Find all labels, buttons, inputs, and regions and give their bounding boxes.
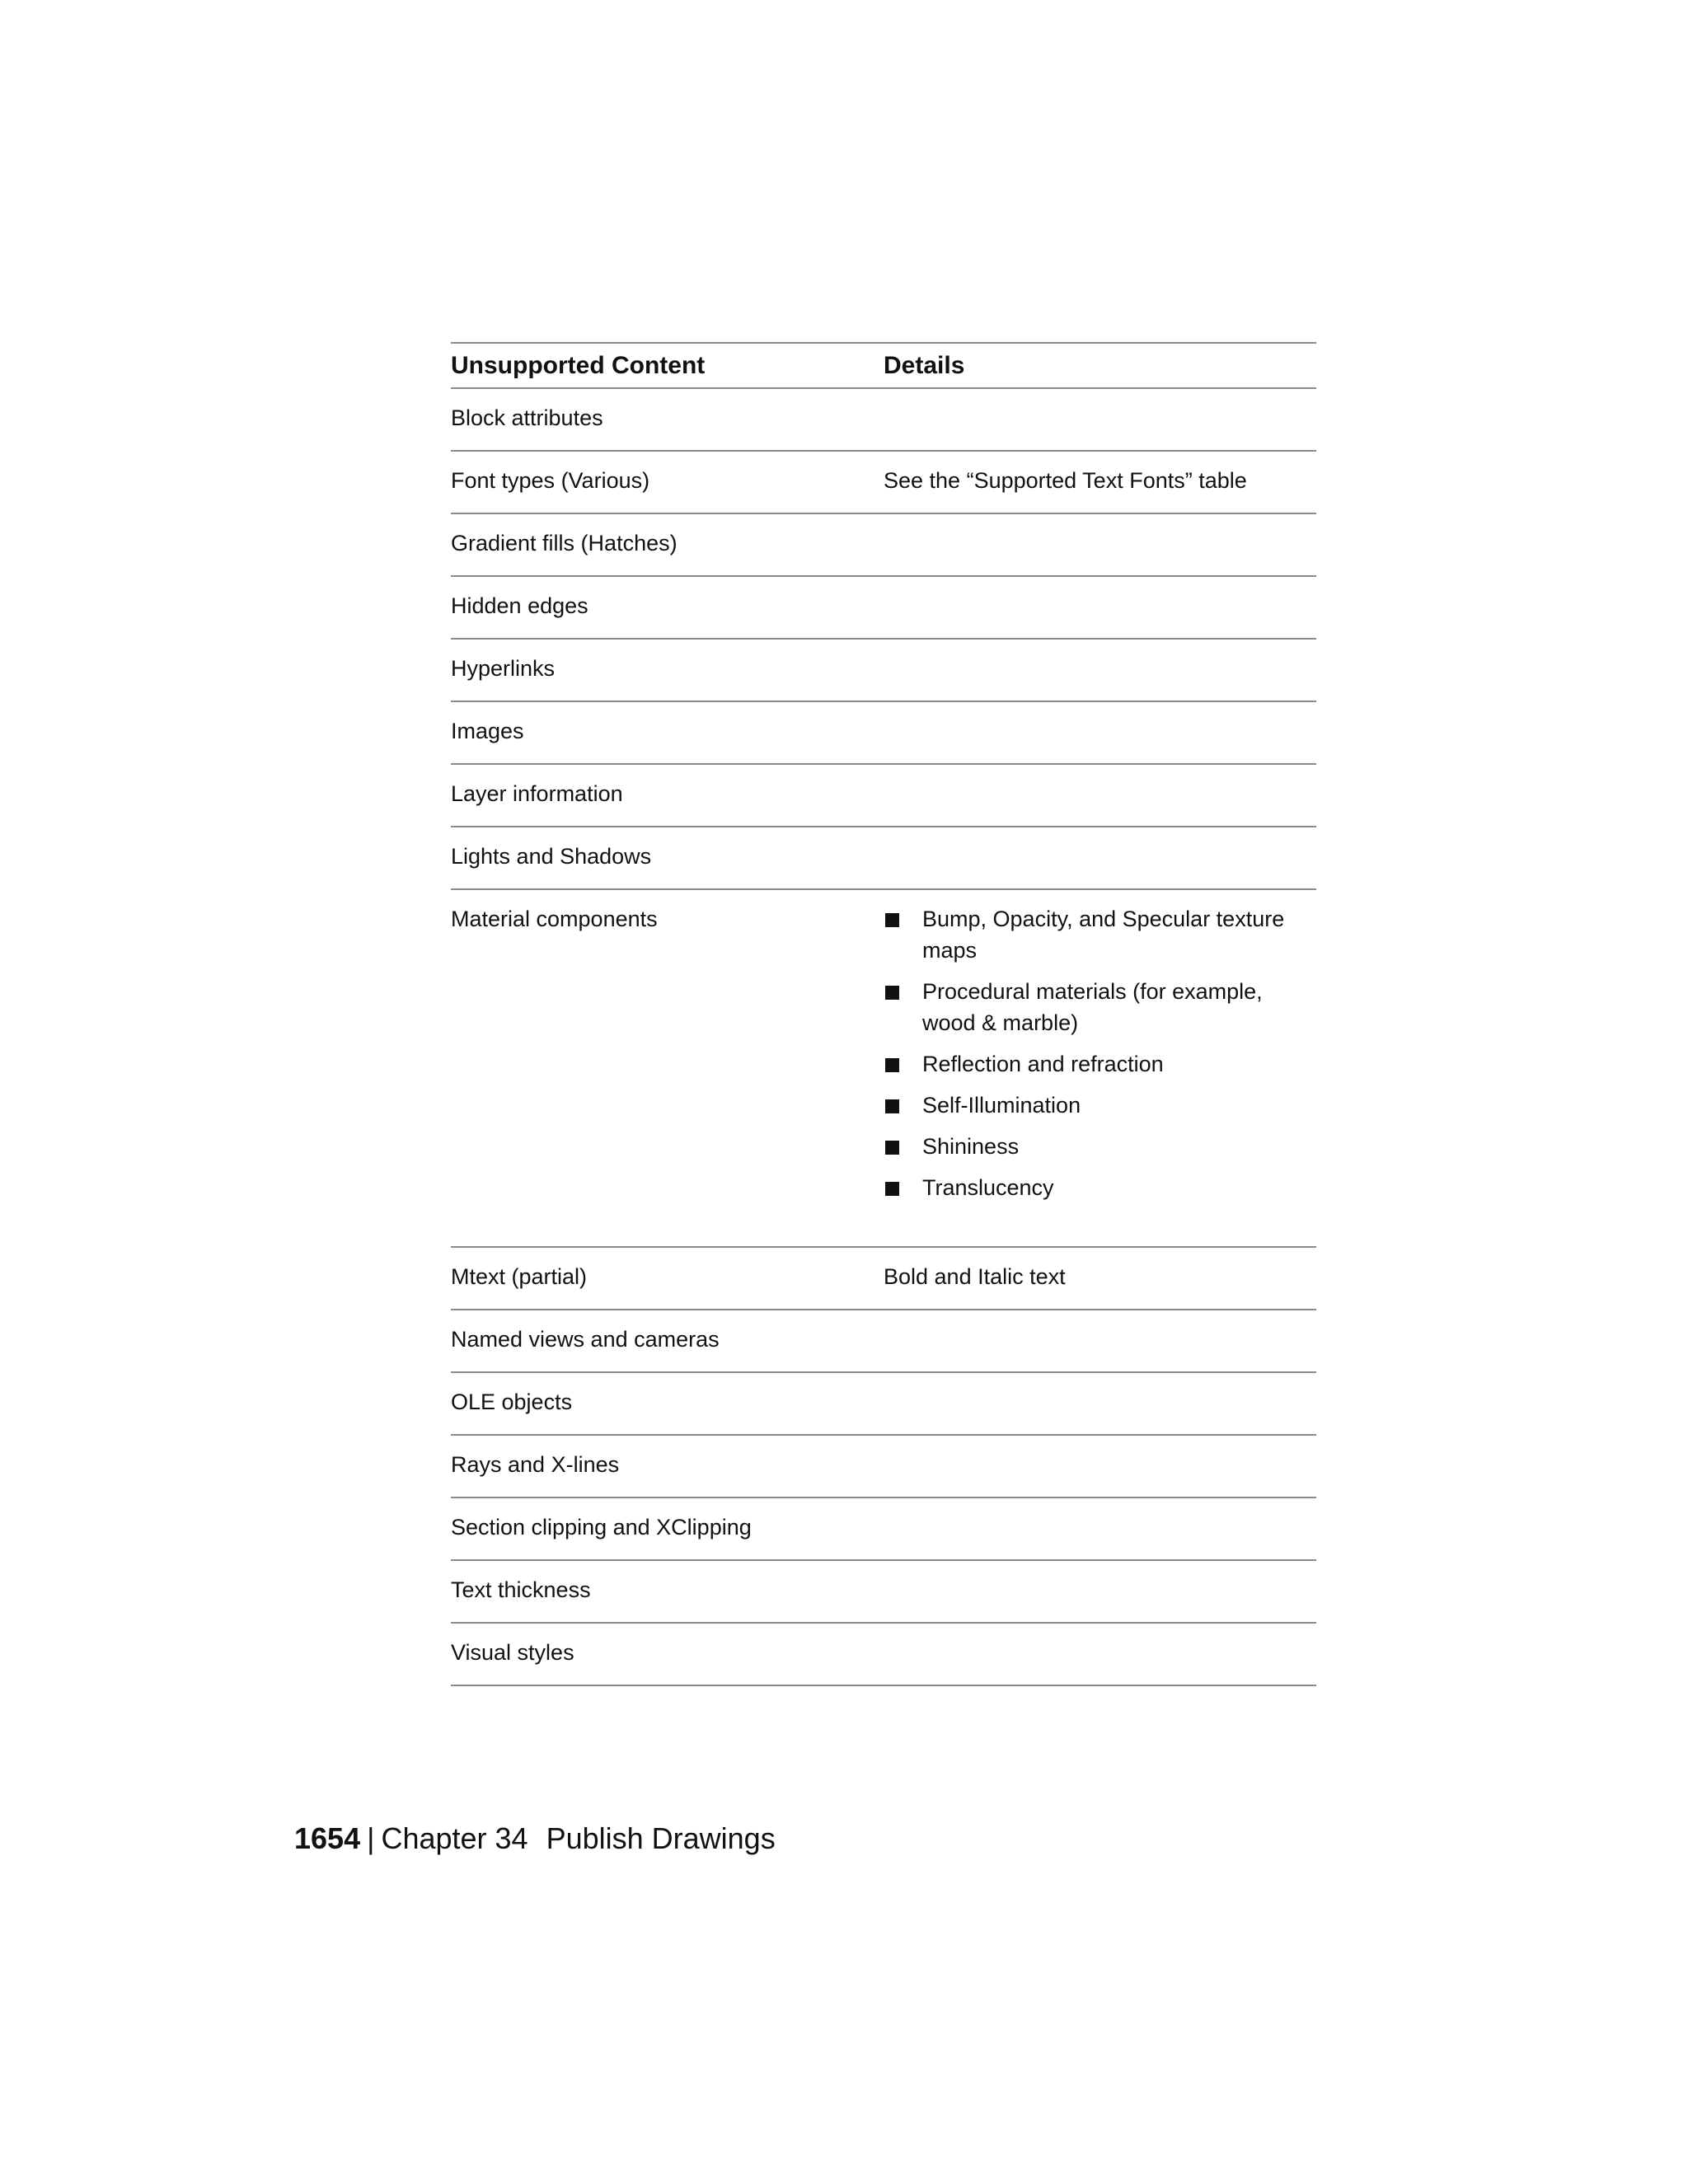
content-cell: Hidden edges bbox=[451, 593, 588, 618]
square-bullet-icon bbox=[885, 1141, 899, 1155]
content-cell: Text thickness bbox=[451, 1577, 591, 1602]
square-bullet-icon bbox=[885, 1099, 899, 1113]
table-row bbox=[451, 1498, 1316, 1561]
list-item-text: Shininess bbox=[922, 1134, 1020, 1159]
content-cell: Block attributes bbox=[451, 405, 603, 430]
details-cell bbox=[884, 640, 1316, 653]
details-cell bbox=[884, 1624, 1316, 1637]
details-cell bbox=[884, 1561, 1316, 1574]
column-header-details: Details bbox=[884, 351, 965, 379]
table-row bbox=[451, 827, 1316, 890]
material-components-list bbox=[884, 903, 1316, 1203]
content-cell: Rays and X-lines bbox=[451, 1452, 620, 1477]
table-row bbox=[451, 452, 1316, 514]
details-cell bbox=[884, 1373, 1316, 1386]
list-item bbox=[884, 1048, 1310, 1080]
details-cell bbox=[884, 514, 1316, 527]
content-cell: Named views and cameras bbox=[451, 1327, 720, 1352]
content-cell: Lights and Shadows bbox=[451, 844, 652, 869]
table-row bbox=[451, 640, 1316, 702]
content-cell: Layer information bbox=[451, 781, 623, 806]
table-header-row bbox=[451, 344, 1316, 389]
table-row bbox=[451, 577, 1316, 640]
table-row bbox=[451, 1561, 1316, 1624]
table-row bbox=[451, 1310, 1316, 1373]
table-row bbox=[451, 1624, 1316, 1686]
list-item-text: Reflection and refraction bbox=[922, 1052, 1164, 1076]
content-cell: Images bbox=[451, 719, 524, 743]
content-cell: Material components bbox=[451, 907, 658, 931]
content-cell: Font types (Various) bbox=[451, 468, 650, 493]
square-bullet-icon bbox=[885, 913, 899, 927]
details-cell bbox=[884, 890, 1316, 1213]
details-cell bbox=[884, 702, 1316, 715]
list-item bbox=[884, 1090, 1310, 1121]
list-item bbox=[884, 1131, 1310, 1162]
list-item bbox=[884, 976, 1310, 1038]
square-bullet-icon bbox=[885, 1182, 899, 1196]
list-item bbox=[884, 903, 1310, 966]
details-cell bbox=[884, 1310, 1316, 1324]
list-item-text: Self-Illumination bbox=[922, 1093, 1081, 1118]
content-cell: Gradient fills (Hatches) bbox=[451, 531, 678, 555]
table-row bbox=[451, 389, 1316, 452]
details-cell bbox=[884, 827, 1316, 841]
details-cell bbox=[884, 1498, 1316, 1511]
list-item bbox=[884, 1172, 1310, 1203]
chapter-title: Publish Drawings bbox=[546, 1821, 776, 1855]
content-cell: Mtext (partial) bbox=[451, 1264, 588, 1289]
table-row bbox=[451, 890, 1316, 1248]
content-cell: Hyperlinks bbox=[451, 656, 556, 681]
column-header-unsupported-content: Unsupported Content bbox=[451, 351, 706, 379]
content-cell: Section clipping and XClipping bbox=[451, 1515, 752, 1540]
unsupported-content-table bbox=[451, 342, 1316, 1686]
table-row bbox=[451, 765, 1316, 827]
details-cell: Bold and Italic text bbox=[884, 1264, 1066, 1289]
content-cell: OLE objects bbox=[451, 1390, 573, 1414]
details-cell bbox=[884, 577, 1316, 590]
table-row bbox=[451, 1373, 1316, 1436]
square-bullet-icon bbox=[885, 986, 899, 1000]
square-bullet-icon bbox=[885, 1058, 899, 1072]
footer-separator: | bbox=[367, 1821, 375, 1855]
list-item-text: Procedural materials (for example, wood & marble) bbox=[922, 979, 1263, 1035]
details-cell: See the “Supported Text Fonts” table bbox=[884, 468, 1247, 493]
table-row bbox=[451, 702, 1316, 765]
details-cell bbox=[884, 389, 1316, 402]
content-cell: Visual styles bbox=[451, 1640, 574, 1665]
table-row bbox=[451, 1436, 1316, 1498]
chapter-label: Chapter 34 bbox=[381, 1821, 528, 1855]
list-item-text: Translucency bbox=[922, 1175, 1054, 1200]
table-row bbox=[451, 514, 1316, 577]
details-cell bbox=[884, 1436, 1316, 1449]
list-item-text: Bump, Opacity, and Specular texture maps bbox=[922, 907, 1285, 963]
table-row bbox=[451, 1248, 1316, 1310]
page-footer bbox=[294, 1821, 776, 1856]
page-number: 1654 bbox=[294, 1821, 361, 1855]
details-cell bbox=[884, 765, 1316, 778]
